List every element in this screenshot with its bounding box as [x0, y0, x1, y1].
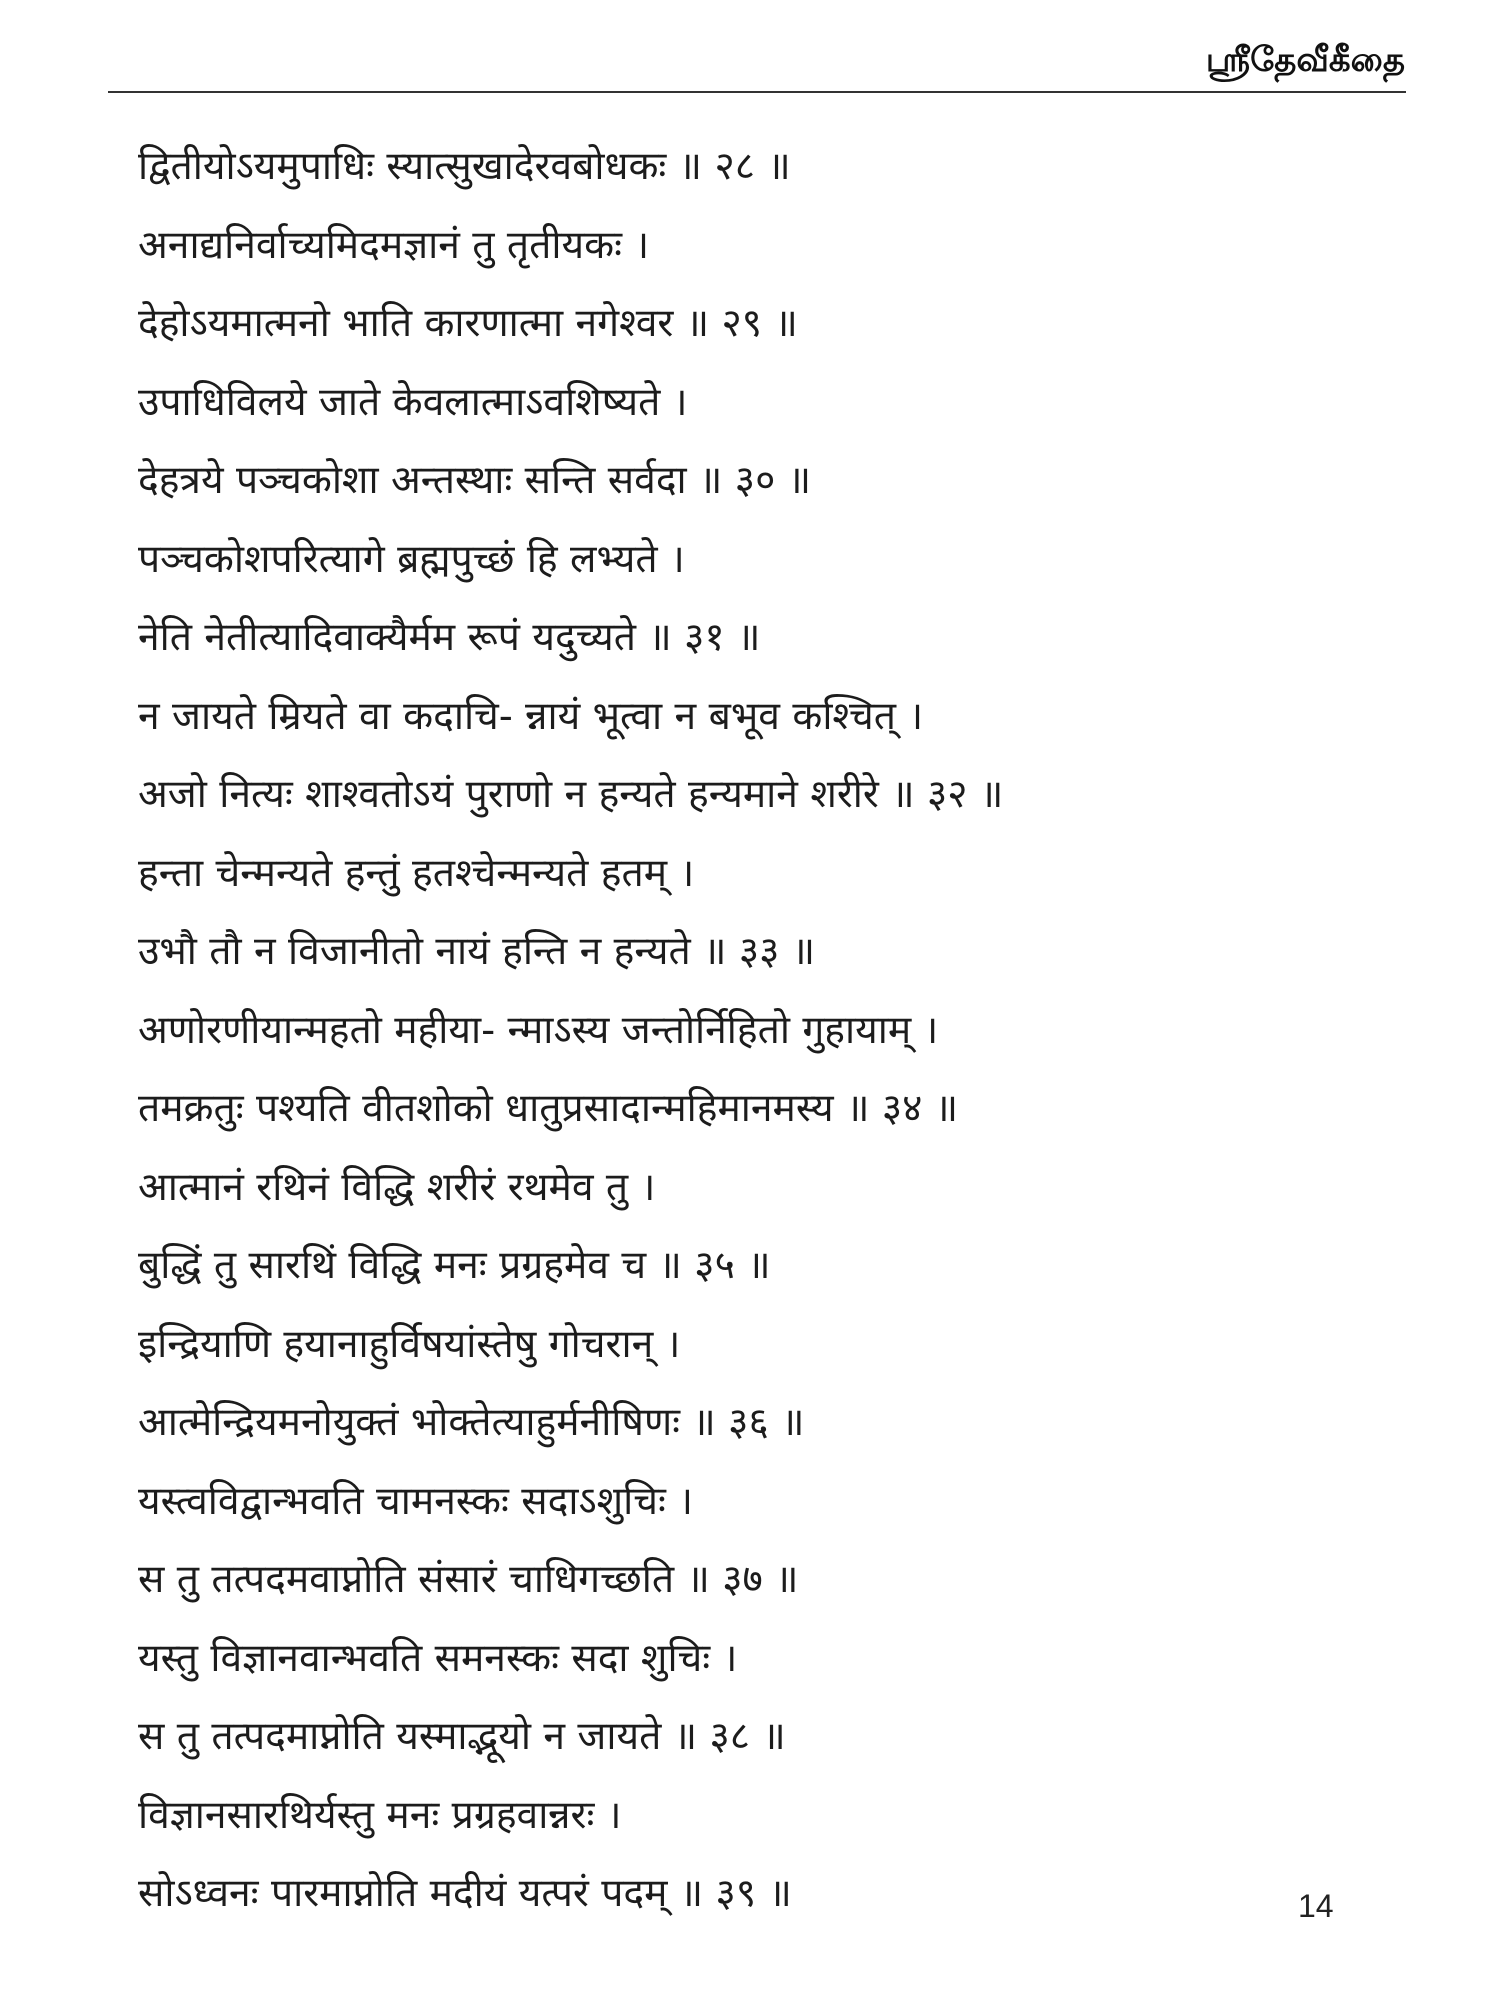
- verse-line: बुद्धिं तु सारथिं विद्धि मनः प्रग्रहमेव च ॥ ३५ ॥: [138, 1243, 771, 1288]
- verse-line: अजो नित्यः शाश्वतोऽयं पुराणो न हन्यते हन्यमाने शरीरे ॥ ३२ ॥: [138, 772, 1004, 817]
- verse-line: पञ्चकोशपरित्यागे ब्रह्मपुच्छं हि लभ्यते ।: [138, 536, 685, 582]
- verse-line: विज्ञानसारथिर्यस्तु मनः प्रग्रहवान्नरः ।: [138, 1792, 622, 1838]
- verse-line: तमक्रतुः पश्यति वीतशोको धातुप्रसादान्महिमानमस्य ॥ ३४ ॥: [138, 1086, 959, 1131]
- verse-line: अणोरणीयान्महतो महीया- न्माऽस्य जन्तोर्निहितो गुहायाम् ।: [138, 1007, 939, 1053]
- verse-line: देहोऽयमात्मनो भाति कारणात्मा नगेश्वर ॥ २९ ॥: [138, 301, 798, 346]
- verse-line: नेति नेतीत्यादिवाक्यैर्मम रूपं यदुच्यते ॥ ३१ ॥: [138, 615, 761, 660]
- verse-line: उभौ तौ न विजानीतो नायं हन्ति न हन्यते ॥ ३३ ॥: [138, 929, 816, 974]
- verse-line: आत्मानं रथिनं विद्धि शरीरं रथमेव तु ।: [138, 1164, 656, 1210]
- header-divider: [108, 91, 1406, 93]
- verse-list: [138, 128, 1398, 1934]
- verse-line: उपाधिविलये जाते केवलात्माऽवशिष्यते ।: [138, 379, 688, 425]
- verse-line: न जायते म्रियते वा कदाचि- न्नायं भूत्वा न बभूव कश्चित् ।: [138, 693, 924, 739]
- running-header-title: ஸ்ரீதேவீகீதை: [1205, 40, 1405, 80]
- verse-line: यस्तु विज्ञानवान्भवति समनस्कः सदा शुचिः ।: [138, 1635, 738, 1681]
- verse-line: इन्द्रियाणि हयानाहुर्विषयांस्तेषु गोचरान् ।: [138, 1321, 681, 1367]
- verse-line: देहत्रये पञ्चकोशा अन्तस्थाः सन्ति सर्वदा ॥ ३० ॥: [138, 458, 812, 503]
- verse-line: हन्ता चेन्मन्यते हन्तुं हतश्चेन्मन्यते हतम् ।: [138, 850, 695, 896]
- verse-line: सोऽध्वनः पारमाप्नोति मदीयं यत्परं पदम् ॥ ३९ ॥: [138, 1871, 792, 1916]
- verse-line: द्वितीयोऽयमुपाधिः स्यात्सुखादेरवबोधकः ॥ २८ ॥: [138, 144, 791, 189]
- verse-line: आत्मेन्द्रियमनोयुक्तं भोक्तेत्याहुर्मनीषिणः ॥ ३६ ॥: [138, 1400, 805, 1445]
- verse-line: स तु तत्पदमवाप्नोति संसारं चाधिगच्छति ॥ ३७ ॥: [138, 1557, 799, 1602]
- verse-line: यस्त्वविद्वान्भवति चामनस्कः सदाऽशुचिः ।: [138, 1478, 694, 1524]
- page-number: 14: [1298, 1888, 1334, 1924]
- verse-line: स तु तत्पदमाप्नोति यस्माद्भूयो न जायते ॥ ३८ ॥: [138, 1714, 786, 1759]
- verse-line: अनाद्यनिर्वाच्यमिदमज्ञानं तु तृतीयकः ।: [138, 222, 650, 268]
